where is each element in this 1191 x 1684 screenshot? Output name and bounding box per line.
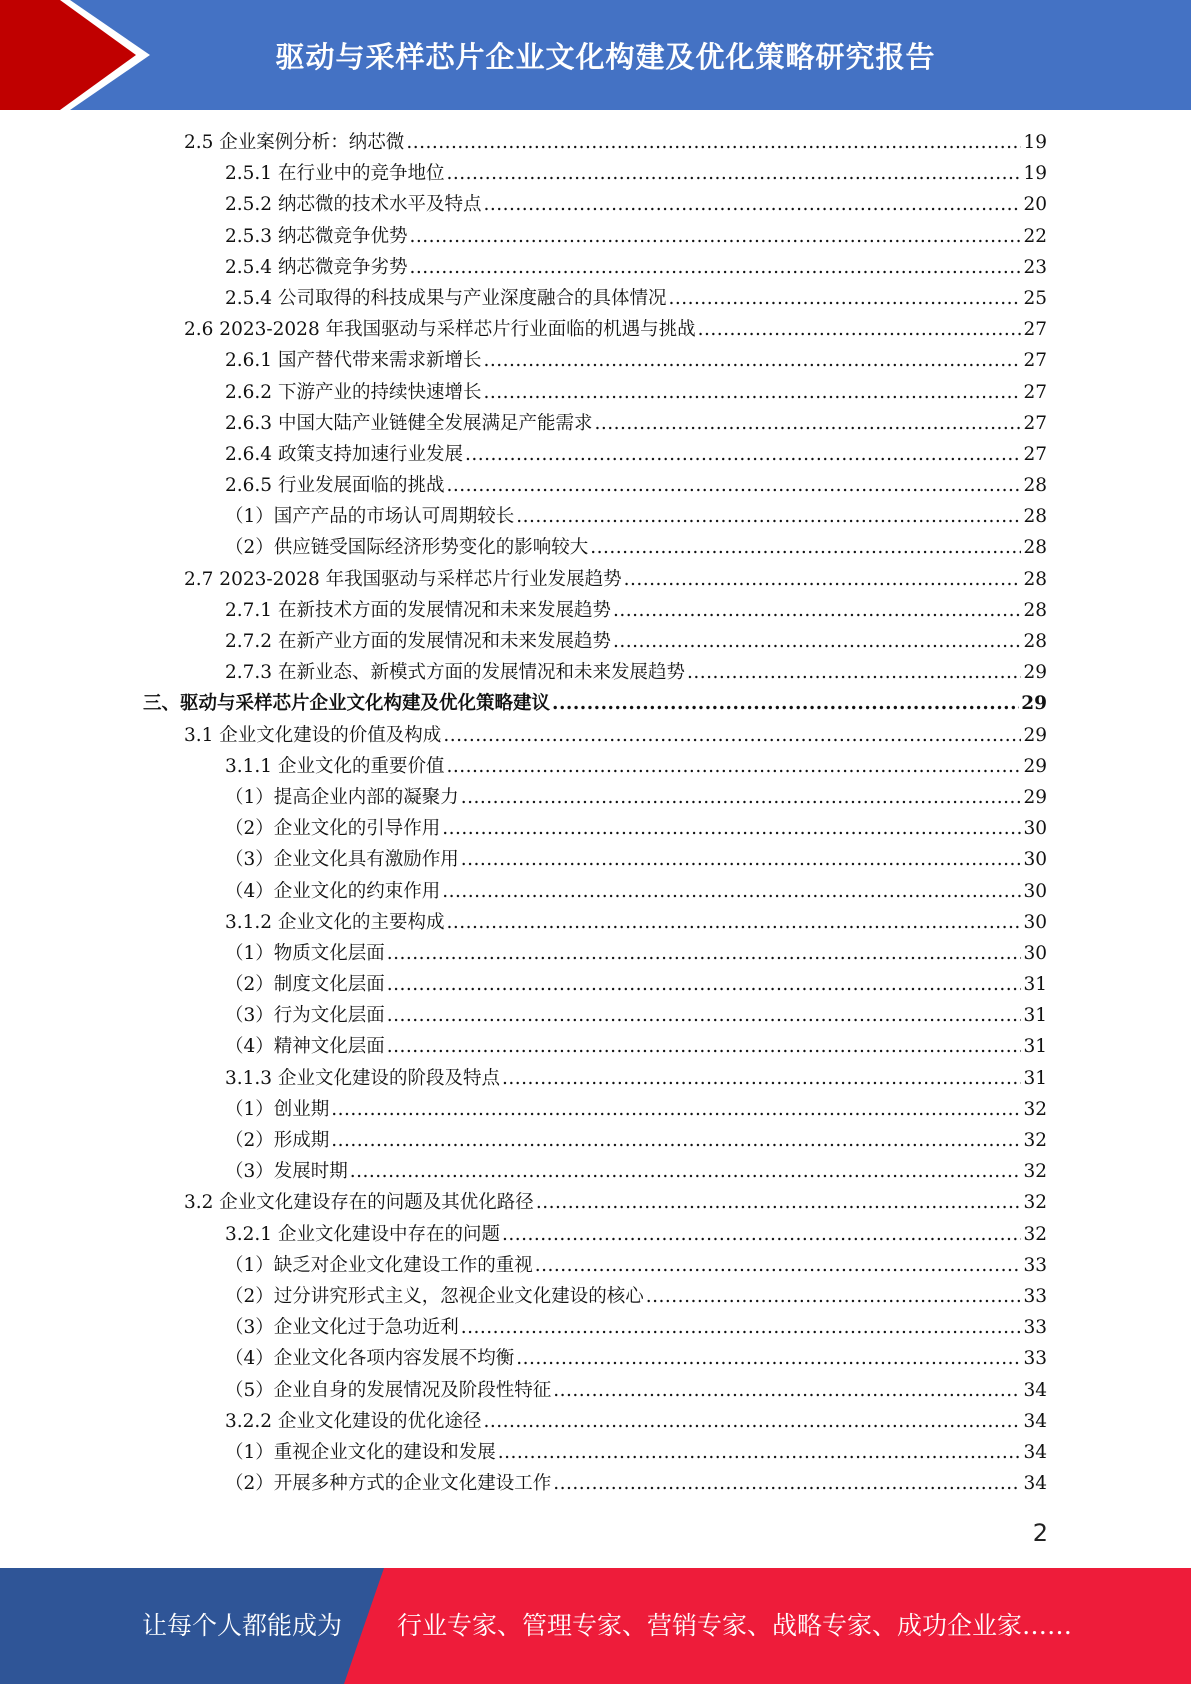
toc-entry-label: 2.5.2 纳芯微的技术水平及特点 <box>225 194 482 216</box>
toc-dot-leader <box>590 532 1021 563</box>
toc-dot-leader <box>442 813 1021 844</box>
toc-dot-leader <box>516 501 1021 532</box>
toc-dot-leader <box>516 1343 1021 1374</box>
toc-entry-page: 33 <box>1023 1285 1047 1307</box>
toc-entry-page: 28 <box>1023 631 1047 652</box>
toc-dot-leader <box>442 876 1021 907</box>
toc-entry[interactable] <box>0 439 1191 470</box>
toc-entry[interactable] <box>0 938 1191 969</box>
toc-entry-label: （2）过分讲究形式主义，忽视企业文化建设的核心 <box>225 1285 644 1307</box>
report-header <box>0 0 1191 110</box>
toc-dot-leader <box>406 127 1021 158</box>
toc-dot-leader <box>613 626 1021 657</box>
footer-slogan-right: 行业专家、管理专家、营销专家、战略专家、成功企业家…… <box>397 1611 1073 1640</box>
toc-entry[interactable] <box>0 283 1191 314</box>
toc-entry[interactable] <box>0 876 1191 907</box>
toc-entry[interactable] <box>0 252 1191 283</box>
toc-entry[interactable] <box>0 1468 1191 1499</box>
toc-dot-leader <box>331 1094 1021 1125</box>
toc-entry[interactable] <box>0 501 1191 532</box>
toc-entry-page: 27 <box>1023 381 1047 403</box>
toc-entry[interactable] <box>0 345 1191 376</box>
toc-entry-label: 3.1.2 企业文化的主要构成 <box>225 911 445 933</box>
toc-dot-leader <box>465 439 1021 470</box>
toc-entry-label: 3.2.2 企业文化建设的优化途径 <box>225 1410 482 1432</box>
toc-dot-leader <box>446 751 1021 782</box>
toc-dot-leader <box>461 782 1022 813</box>
toc-entry[interactable] <box>0 1156 1191 1187</box>
toc-dot-leader <box>498 1437 1022 1468</box>
toc-entry-page: 30 <box>1023 849 1047 871</box>
toc-entry-label: 3.2 企业文化建设存在的问题及其优化路径 <box>184 1192 534 1214</box>
toc-entry-label: （2）企业文化的引导作用 <box>225 818 441 840</box>
toc-entry-label: （1）创业期 <box>225 1098 330 1120</box>
toc-entry-page: 31 <box>1023 1067 1047 1089</box>
toc-dot-leader <box>446 158 1021 189</box>
toc-dot-leader <box>409 252 1021 283</box>
toc-entry-page: 34 <box>1023 1473 1047 1495</box>
toc-entry[interactable] <box>0 688 1191 719</box>
table-of-contents <box>0 127 1191 1499</box>
toc-dot-leader <box>387 938 1022 969</box>
toc-entry-label: （4）精神文化层面 <box>225 1036 385 1058</box>
toc-entry-label: （5）企业自身的发展情况及阶段性特征 <box>225 1379 552 1401</box>
toc-dot-leader <box>409 221 1021 252</box>
toc-entry[interactable] <box>0 1219 1191 1250</box>
toc-dot-leader <box>483 377 1021 408</box>
toc-dot-leader <box>350 1156 1022 1187</box>
report-title: 驱动与采样芯片企业文化构建及优化策略研究报告 <box>275 39 936 74</box>
toc-entry[interactable] <box>0 189 1191 220</box>
toc-entry-label: 2.7.2 在新产业方面的发展情况和未来发展趋势 <box>225 631 611 652</box>
toc-entry[interactable] <box>0 1375 1191 1406</box>
toc-entry-label: 3.1 企业文化建设的价值及构成 <box>184 724 442 746</box>
toc-entry-label: （1）物质文化层面 <box>225 942 385 964</box>
toc-entry-label: 3.2.1 企业文化建设中存在的问题 <box>225 1223 500 1245</box>
toc-entry[interactable] <box>0 1125 1191 1156</box>
toc-dot-leader <box>502 1063 1021 1094</box>
toc-entry-label: 2.7.3 在新业态、新模式方面的发展情况和未来发展趋势 <box>225 662 685 684</box>
footer-banner <box>0 1568 1191 1684</box>
toc-entry-page: 29 <box>1023 755 1047 777</box>
toc-dot-leader <box>594 408 1021 439</box>
toc-entry-label: 2.5.1 在行业中的竞争地位 <box>225 163 445 185</box>
toc-entry-label: 2.5 企业案例分析：纳芯微 <box>184 132 405 153</box>
toc-dot-leader <box>502 1219 1021 1250</box>
toc-entry-page: 30 <box>1023 880 1047 902</box>
toc-entry[interactable] <box>0 720 1191 751</box>
toc-entry-page: 32 <box>1023 1130 1047 1151</box>
toc-entry-page: 29 <box>1023 662 1047 684</box>
toc-entry-label: 2.5.4 纳芯微竞争劣势 <box>225 256 408 278</box>
toc-entry[interactable] <box>0 1312 1191 1343</box>
toc-dot-leader <box>461 844 1022 875</box>
toc-entry-page: 23 <box>1023 256 1047 278</box>
toc-entry[interactable] <box>0 657 1191 688</box>
toc-dot-leader <box>483 1406 1021 1437</box>
toc-dot-leader <box>446 470 1021 501</box>
toc-entry-page: 22 <box>1023 225 1047 247</box>
toc-entry-label: （4）企业文化各项内容发展不均衡 <box>225 1348 515 1370</box>
toc-entry[interactable] <box>0 377 1191 408</box>
toc-entry[interactable] <box>0 408 1191 439</box>
toc-entry-page: 28 <box>1023 568 1047 590</box>
toc-entry[interactable] <box>0 158 1191 189</box>
toc-dot-leader <box>331 1125 1021 1156</box>
toc-entry-label: 2.5.4 公司取得的科技成果与产业深度融合的具体情况 <box>225 287 667 309</box>
toc-entry-label: （3）发展时期 <box>225 1161 348 1183</box>
toc-entry[interactable] <box>0 907 1191 938</box>
toc-entry-page: 33 <box>1023 1317 1047 1339</box>
toc-entry[interactable] <box>0 844 1191 875</box>
toc-entry-label: （2）供应链受国际经济形势变化的影响较大 <box>225 537 589 559</box>
toc-dot-leader <box>446 907 1021 938</box>
toc-entry[interactable] <box>0 595 1191 626</box>
toc-entry-label: （1）重视企业文化的建设和发展 <box>225 1441 496 1463</box>
toc-dot-leader <box>552 688 1019 719</box>
toc-entry-label: （1）国产产品的市场认可周期较长 <box>225 506 515 528</box>
toc-entry-page: 28 <box>1023 506 1047 528</box>
toc-entry-page: 20 <box>1023 194 1047 216</box>
toc-dot-leader <box>535 1250 1022 1281</box>
toc-entry-label: 3.1.3 企业文化建设的阶段及特点 <box>225 1067 500 1089</box>
toc-entry-page: 34 <box>1023 1410 1047 1432</box>
toc-entry-page: 30 <box>1023 911 1047 933</box>
toc-entry[interactable] <box>0 221 1191 252</box>
toc-entry-page: 29 <box>1023 724 1047 746</box>
toc-dot-leader <box>483 189 1021 220</box>
toc-entry[interactable] <box>0 813 1191 844</box>
toc-entry-page: 30 <box>1023 942 1047 964</box>
toc-entry-page: 28 <box>1023 475 1047 497</box>
toc-entry[interactable] <box>0 626 1191 657</box>
toc-entry[interactable] <box>0 127 1191 158</box>
toc-entry-page: 27 <box>1023 443 1047 465</box>
toc-entry-label: 2.6.2 下游产业的持续快速增长 <box>225 381 482 403</box>
toc-dot-leader <box>387 1000 1022 1031</box>
toc-entry[interactable] <box>0 470 1191 501</box>
toc-dot-leader <box>387 969 1022 1000</box>
toc-entry-page: 34 <box>1023 1441 1047 1463</box>
toc-entry[interactable] <box>0 532 1191 563</box>
toc-entry-page: 27 <box>1023 319 1047 341</box>
toc-entry-label: （3）企业文化具有激励作用 <box>225 849 459 871</box>
toc-entry-page: 34 <box>1023 1379 1047 1401</box>
toc-entry-page: 28 <box>1023 537 1047 559</box>
toc-entry-page: 29 <box>1021 693 1047 715</box>
toc-entry-label: 2.6 2023-2028 年我国驱动与采样芯片行业面临的机遇与挑战 <box>184 319 696 341</box>
toc-entry-page: 25 <box>1023 287 1047 309</box>
toc-entry-label: （2）制度文化层面 <box>225 974 385 996</box>
toc-dot-leader <box>613 595 1021 626</box>
toc-entry-page: 31 <box>1023 1005 1047 1027</box>
toc-entry-page: 32 <box>1023 1161 1047 1183</box>
toc-entry[interactable] <box>0 1250 1191 1281</box>
toc-entry-page: 33 <box>1023 1254 1047 1276</box>
toc-entry[interactable] <box>0 1406 1191 1437</box>
toc-entry-label: 2.6.4 政策支持加速行业发展 <box>225 443 463 465</box>
toc-entry-page: 32 <box>1023 1223 1047 1245</box>
page-number: 2 <box>1032 1519 1048 1547</box>
toc-entry-label: （4）企业文化的约束作用 <box>225 880 441 902</box>
toc-entry-label: 2.5.3 纳芯微竞争优势 <box>225 225 408 247</box>
toc-dot-leader <box>553 1375 1021 1406</box>
toc-entry[interactable] <box>0 969 1191 1000</box>
toc-entry-page: 31 <box>1023 974 1047 996</box>
toc-entry-label: （1）缺乏对企业文化建设工作的重视 <box>225 1254 533 1276</box>
toc-entry[interactable] <box>0 1000 1191 1031</box>
toc-dot-leader <box>646 1281 1022 1312</box>
toc-entry-label: 3.1.1 企业文化的重要价值 <box>225 755 445 777</box>
toc-entry-label: 2.6.5 行业发展面临的挑战 <box>225 475 445 497</box>
toc-entry-page: 27 <box>1023 350 1047 372</box>
toc-entry[interactable] <box>0 1343 1191 1374</box>
toc-entry-page: 19 <box>1023 132 1047 153</box>
toc-entry-page: 28 <box>1023 599 1047 621</box>
toc-entry-label: 2.7.1 在新技术方面的发展情况和未来发展趋势 <box>225 599 611 621</box>
toc-entry[interactable] <box>0 564 1191 595</box>
toc-entry-label: 2.6.1 国产替代带来需求新增长 <box>225 350 482 372</box>
toc-entry-label: 2.7 2023-2028 年我国驱动与采样芯片行业发展趋势 <box>184 568 622 590</box>
toc-dot-leader <box>668 283 1021 314</box>
toc-dot-leader <box>387 1031 1022 1062</box>
toc-entry[interactable] <box>0 782 1191 813</box>
footer-slogan-left: 让每个人都能成为 <box>142 1611 343 1640</box>
toc-entry[interactable] <box>0 314 1191 345</box>
toc-entry[interactable] <box>0 1281 1191 1312</box>
toc-dot-leader <box>483 345 1021 376</box>
toc-entry-label: （3）企业文化过于急功近利 <box>225 1317 459 1339</box>
toc-entry-page: 29 <box>1023 786 1047 808</box>
toc-entry-label: （3）行为文化层面 <box>225 1005 385 1027</box>
toc-entry-page: 33 <box>1023 1348 1047 1370</box>
toc-entry-label: （2）形成期 <box>225 1130 330 1151</box>
toc-dot-leader <box>687 657 1021 688</box>
toc-entry-page: 32 <box>1023 1098 1047 1120</box>
toc-entry-label: （2）开展多种方式的企业文化建设工作 <box>225 1473 552 1495</box>
toc-entry-page: 30 <box>1023 818 1047 840</box>
toc-entry[interactable] <box>0 1094 1191 1125</box>
toc-dot-leader <box>698 314 1022 345</box>
toc-dot-leader <box>443 720 1021 751</box>
toc-entry-label: 三、驱动与采样芯片企业文化构建及优化策略建议 <box>143 693 551 715</box>
toc-entry-page: 19 <box>1023 163 1047 185</box>
toc-entry-page: 27 <box>1023 412 1047 434</box>
toc-entry-page: 31 <box>1023 1036 1047 1058</box>
toc-entry[interactable] <box>0 1063 1191 1094</box>
toc-entry-page: 32 <box>1023 1192 1047 1214</box>
toc-dot-leader <box>553 1468 1021 1499</box>
toc-entry-label: （1）提高企业内部的凝聚力 <box>225 786 459 808</box>
toc-entry[interactable] <box>0 751 1191 782</box>
toc-dot-leader <box>461 1312 1022 1343</box>
toc-entry[interactable] <box>0 1187 1191 1218</box>
toc-entry-label: 2.6.3 中国大陆产业链健全发展满足产能需求 <box>225 412 593 434</box>
toc-dot-leader <box>624 564 1022 595</box>
toc-entry[interactable] <box>0 1437 1191 1468</box>
toc-dot-leader <box>536 1187 1022 1218</box>
toc-entry[interactable] <box>0 1031 1191 1062</box>
